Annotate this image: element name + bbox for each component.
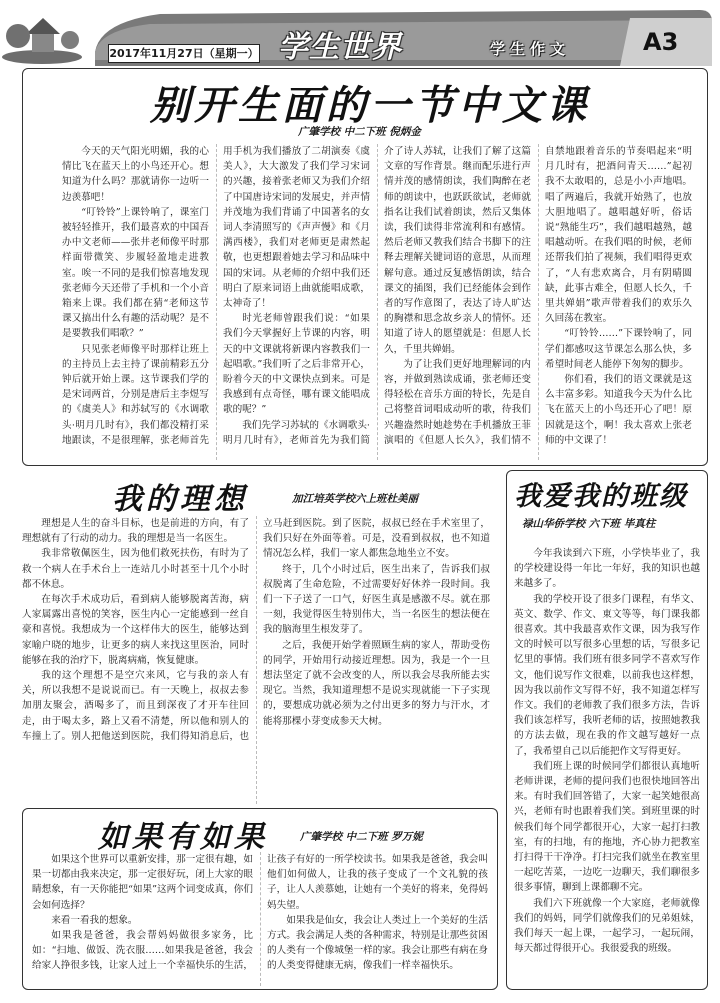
ideal-paragraph: 理想是人生的奋斗目标，也是前进的方向，有了理想就有了行动的动力。我的理想是当一名医生。 bbox=[22, 518, 249, 545]
ifonly-article-title: 如果有如果 bbox=[98, 820, 268, 855]
ifonly-paragraph: 来看一看我的想象。 bbox=[51, 914, 138, 926]
page-number: A3 bbox=[643, 28, 679, 56]
ifonly-paragraph: 如果我是仙女，我会让人类过上一个美好的生活方式。我会满足人类的各种需求，特别是让那些贫困的人类有一个像城堡一样的家。我会让那些有病在身的人类变得健康无病，像我们一样幸福快乐。 bbox=[267, 914, 488, 972]
section-brand-title: 学生世界 bbox=[278, 30, 402, 65]
ifonly-article-byline: 广肇学校 中二下班 罗万妮 bbox=[300, 831, 423, 843]
lead-paragraph: “叮铃铃”上课铃响了，课室门被轻轻推开，我们最喜欢的中国吾办中文老师——张井老师像平时那样面带微笑、步履轻盈地走进教室。唉一不同的是我们惊喜地发现张老师今天还带了手机和一个小音箱来上课。我们都在猜“老师这节课又搞出什么有趣的活动呢？是不是要教我们唱歌？” bbox=[62, 206, 209, 340]
class-paragraph: 我的学校开设了很多门课程，有华文、英文、数学、作文、東文等等，每门课我都很喜欢。其中我最喜欢作文课，因为我写作文的时候可以写很多心里想的话，写很多记忆里的事情。我们班有很多同学不喜欢写作文，他们说写作文很难，以前我也这样想，因为我以前作文写得不好，我不知道怎样写作文。我们的老师教了我们很多方法，告诉我们该怎样写，我听老师的话，按照她教我的方法去做，现在我的作文越写越好一点了，我希望自己以后能把作文写得更好。 bbox=[514, 593, 700, 757]
ideal-article-title: 我的理想 bbox=[112, 482, 248, 517]
class-paragraph: 我们六下班就像一个大家庭，老师就像我们的妈妈，同学们就像我们的兄弟姐妹，我们每天一起上课，一起学习，一起玩闹，每天都过得很开心。我很爱我的班级。 bbox=[514, 897, 700, 955]
ideal-paragraph: 终于，几个小时过后，医生出来了，告诉我们叔叔脱离了生命危险，不过需要好好休养一段时间。我们一下子送了一口气，好医生真是感激不尽。就在那一刻，我觉得医生特别伟大，当一名医生的想法便在我的脑海里生根发芽了。 bbox=[263, 563, 490, 636]
ifonly-paragraph: 如果这个世界可以重新安排，那一定很有趣，如果一切都由我来决定，那一定很好玩，闭上大家的眼睛想象，有一天你能把“如果”这两个词变成真，你们会如何选择？ bbox=[32, 854, 253, 911]
lead-paragraph: 今天的天气阳光明媚，我的心情比飞在蓝天上的小鸟还开心。想知道为什么吗？那就请你一边听一边羡慕吧！ bbox=[62, 146, 209, 203]
ifonly-article-body bbox=[32, 852, 488, 986]
ideal-article-body bbox=[22, 516, 490, 804]
class-paragraph: 我们班上课的时候同学们都很认真地听老师讲课，老师的提问我们也很快地回答出来。有时我们回答错了，大家一起笑她很高兴，老师有时也跟着我们笑。到班里课的时候我们每个同学都很开心，大家一起打扫教室，有的扫地，有的拖地，齐心协力把教室打扫得干干净净。打扫完我们就坐在教室里一起吃苦菜，一边吃一边聊天，我们聊很多很多事情，聊到上课都聊不完。 bbox=[514, 760, 700, 894]
lead-paragraph: 我们先学习苏轼的《水调歌头·明月几时有》，老师首先为我们简介了诗人苏轼，让我们了解了这篇文章的写作背景。继而配乐进行声情并茂的感情朗读，我们陶醉在老师的朗读中，也跃跃欲试，老师就指名让我们试着朗读，然后又集体读，我们读得非常流利和有感情。然后老师又教我们结合书脚下的注释去理解关键词语的意思，从而理解句意。通过反复感悟朗读，结合课文的插图，我们已经能体会到作者的写作意图了，表达了诗人旷达的胸襟和思念故乡亲人的情怀。还知道了诗人的愿望就是：但愿人长久，千里共婵娟。 bbox=[223, 146, 531, 446]
ideal-paragraph: 之后，我便开始学着照顾生病的家人，帮助受伤的同学，开始用行动接近理想。因为，我是一个一旦想法坚定了就不会改变的人，所以我会尽我所能去实现它。当然，我知道理想不是说实现就能一下子实现的，要想成功就必须为之付出更多的努力与汗水，才能将那棵小芽变成参天大树。 bbox=[263, 639, 490, 727]
ifonly-paragraph: 如果我是爸爸，我会帮妈妈做很多家务，比如：“扫地、做饭、洗衣服……如果我是爸爸，我会给家人挣很多钱，让家人过上一个幸福快乐的生活，让孩子有好的一所学校读书。如果我是爸爸，我会叫他们如何做人，让我的孩子变成了一个文礼貌的孩子，让人人羡慕她，让她有一个美好的将来，免得妈妈失望。 bbox=[32, 854, 488, 972]
ideal-paragraph: 我的这个理想不是空穴来风，它与我的亲人有关，所以我想不是说说而已。有一天晚上，叔叔去参加朋友聚会，酒喝多了，而且到深夜了才开车往回走，由于喝太多，路上又看不清楚，所以他和别人的车撞上了。别人把他送到医院，我们得知消息后，也立马赶到医院。到了医院，叔叔已经在手术室里了，我们只好在外面等着。可是，没看到叔叔，也不知道情况怎么样，我们一家人都焦急地坐立不安。 bbox=[22, 518, 490, 742]
section-tagline: 学生作文 bbox=[490, 40, 571, 58]
class-article-body bbox=[514, 546, 700, 984]
lead-paragraph: 只见张老师像平时那样让班上的主持员上去主持了课前精彩五分钟后就开始上课。这节课我们学的是宋词两首，分别是唐后主李煜写的《虞美人》和苏轼写的《水调歌头·明月几时有》，我们都没精打采地跟读，不是很理解，张老师首先用手机为我们播放了二胡演奏《虞美人》，大大激发了我们学习宋词的兴趣，接着张老师又为我们介绍了中国唐诗宋词的发展史，并声情并茂地为我们背诵了中国著名的女词人李清照写的《声声慢》和《月满西楼》，我们对老师更是肃然起敬，也更想跟着她去学习和品味中国的宋词。从老师的介绍中我们还明白了原来词语上曲就能唱成歌，太神奇了！ bbox=[62, 146, 370, 446]
lead-paragraph: 时光老师曾跟我们说：“如果我们今天掌握好上节课的内容，明天的中文课就将新课内容教我们一起唱歌。”我们听了之后非常开心，盼着今天的中文课快点到来。可是我感到有点奇怪，哪有课文能唱成歌的呢？” bbox=[223, 313, 370, 416]
issue-date: 2017年11月27日（星期一） bbox=[108, 44, 260, 63]
lead-article-byline: 广肇学校 中二下班 倪炳金 bbox=[298, 126, 421, 138]
masthead bbox=[0, 0, 720, 78]
lead-article-title: 别开生面的一节中文课 bbox=[150, 82, 590, 129]
ideal-article-byline: 加江培英学校六上班杜美丽 bbox=[292, 493, 418, 505]
lead-paragraph: 你们看，我们的语文课就是这么丰富多彩。知道我今天为什么比飞在蓝天上的小鸟还开心了吧！原因就是这个，啊！我太喜欢上张老师的中文课了！ bbox=[545, 374, 692, 446]
lead-article-body bbox=[62, 144, 692, 460]
lead-paragraph: “叮铃铃……”下课铃响了，同学们都感叹这节课怎么那么快，多希望时间老人能停下匆匆的脚步。 bbox=[545, 328, 692, 370]
class-article-byline: 禄山华侨学校 六下班 毕真柱 bbox=[522, 518, 656, 530]
ideal-paragraph: 在每次手术成功后，看到病人能够脱离苦海，病人家属露出喜悦的笑容，医生内心一定能感到一丝自豪和喜悦。我想成为一个这样伟大的医生，能够达到家喻户晓的地步，让更多的病人来找这里医治，同时能够在我的治疗下，脱离病痛，恢复健康。 bbox=[22, 594, 249, 666]
class-paragraph: 今年我读到六下班，小学快毕业了，我的学校建设得一年比一年好，我的知识也越来越多了。 bbox=[514, 548, 700, 590]
ideal-paragraph: 我非常敬佩医生，因为他们救死扶伤，有时为了救一个病人在手术台上一连站几小时甚至十几个小时都不休息。 bbox=[22, 548, 249, 590]
lead-paragraph: 为了让我们更好地理解词的内容，并做到熟读成诵，张老师还变得轻松在音乐方面的特长，先是自己将整首词唱成动听的歌，待我们兴趣盎然时她趁势在手机播放王菲演唱的《但愿人长久》，我们情不自禁地跟着音乐的节奏唱起来“明月几时有，把酒问青天……”起初我不太敢唱的，总是小小声地唱。唱了两遍后，我就开始熟了，也放大胆地唱了。越唱越好听，俗话说“熟能生巧”，我们越唱越熟，越唱越动听。在我们唱的时候，老师还帮我们拍了视频，我们唱得更欢了，“人有悲欢离合，月有阴晴圆缺，此事古难全，但愿人长久，千里共婵娟”歌声带着我们的欢乐久久回荡在教室。 bbox=[384, 146, 692, 446]
class-article-title: 我爱我的班级 bbox=[514, 481, 688, 512]
